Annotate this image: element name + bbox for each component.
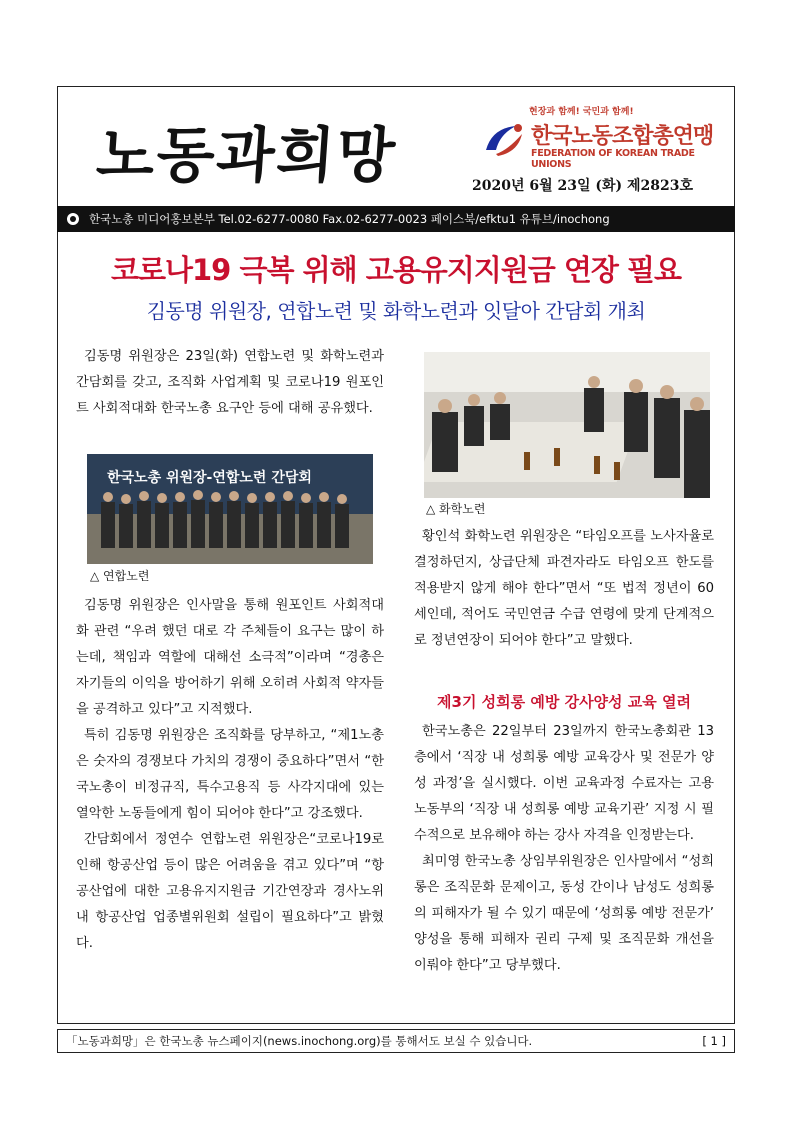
bullet-icon (67, 213, 79, 225)
left-para-4: 간담회에서 정연수 연합노련 위원장은“코로나19로 인해 항공산업 등이 많은 어려움을 겪고 있다”며 “항공산업에 대한 고용유지지원금 기간연장과 경사노위 내 항공산업 업종별위원회 설립이 필요하다”고 밝혔다. (76, 832, 384, 951)
photo-hwahak (424, 352, 710, 498)
caption-yeonhap: △ 연합노련 (90, 569, 150, 583)
org-english-name: FEDERATION OF KOREAN TRADE UNIONS (531, 148, 695, 170)
masthead (57, 86, 735, 206)
left-para-1: 김동명 위원장은 23일(화) 연합노련 및 화학노련과 간담회를 갖고, 조직화 사업계획 및 코로나19 원포인트 사회적대화 한국노총 요구안 등에 대해 공유했다. (76, 349, 384, 416)
org-name: 한국노동조합총연맹 (531, 124, 714, 149)
page-number: [ 1 ] (702, 1034, 726, 1048)
org-slogan: 현장과 함께! 국민과 함께! (529, 107, 634, 117)
fktu-logo-icon (482, 120, 528, 160)
newsletter-title: 노동과희망 (94, 121, 399, 191)
section-title: 제3기 성희롱 예방 강사양성 교육 열려 (437, 693, 691, 711)
right-para-3: 최미영 한국노총 상임부위원장은 인사말에서 “성희롱은 조직문화 문제이고, 동성 간이나 남성도 성희롱의 피해자가 될 수 있기 때문에 ‘성희롱 예방 전문가’ 양성을 통해 피해자 권리 구제 및 조직문화 개선을 이뤄야 한다”고 당부했다. (414, 854, 714, 973)
issue-date: 2020년 6월 23일 (화) 제2823호 (472, 178, 694, 194)
right-para-1: 황인석 화학노련 위원장은 “타임오프를 노사자율로 결정하던지, 상급단체 파견자라도 타임오프 한도를 적용받지 않게 해야 한다”면서 “또 법적 정년이 60세인데, 적어도 국민연금 수급 연령에 맞게 단계적으로 정년연장이 되어야 한다”고 말했다. (414, 529, 714, 648)
footer-text: 「노동과희망」은 한국노총 뉴스페이지(news.inochong.org)를 통해서도 보실 수 있습니다. (66, 1034, 533, 1048)
left-para-2: 김동명 위원장은 인사말을 통해 원포인트 사회적대화 관련 “우려 했던 대로 각 주체들이 요구는 많이 하는데, 책임과 역할에 대해선 소극적”이라며 “경총은 자기들의 이익을 방어하기 위해 오히려 사회적 약자들을 공격하고 있다”고 지적했다. (76, 598, 384, 717)
photo-banner-text: 한국노총 위원장-연합노련 간담회 (107, 470, 312, 486)
contact-text: 한국노총 미디어홍보본부 Tel.02-6277-0080 Fax.02-6277-0023 페이스북/efktu1 유튜브/inochong (89, 212, 610, 226)
caption-hwahak: △ 화학노련 (426, 502, 486, 516)
right-body (414, 719, 714, 979)
headline: 코로나19 극복 위해 고용유지지원금 연장 필요 (110, 253, 682, 287)
photo-yeonhap (87, 454, 373, 564)
right-para-2: 한국노총은 22일부터 23일까지 한국노총회관 13층에서 ‘직장 내 성희롱 예방 교육강사 및 전문가 양성 과정’을 실시했다. 이번 교육과정 수료자는 고용노동부의 ‘직장 내 성희롱 예방 교육기관’ 지정 시 필수적으로 보유해야 하는 강사 자격을 인정받는다. (414, 724, 714, 843)
photo-hwahak-image (424, 352, 710, 498)
contact-bar (57, 206, 735, 232)
left-para-3: 특히 김동명 위원장은 조직화를 당부하고, “제1노총은 숫자의 경쟁보다 가치의 경쟁이 중요하다”면서 “한국노총이 비정규직, 특수고용직 등 사각지대에 있는 열악한 노동들에게 힘이 되어야 한다”고 강조했다. (76, 728, 384, 821)
footer (57, 1029, 735, 1053)
left-body (76, 593, 384, 957)
subheadline: 김동명 위원장, 연합노련 및 화학노련과 잇달아 간담회 개최 (146, 299, 646, 323)
